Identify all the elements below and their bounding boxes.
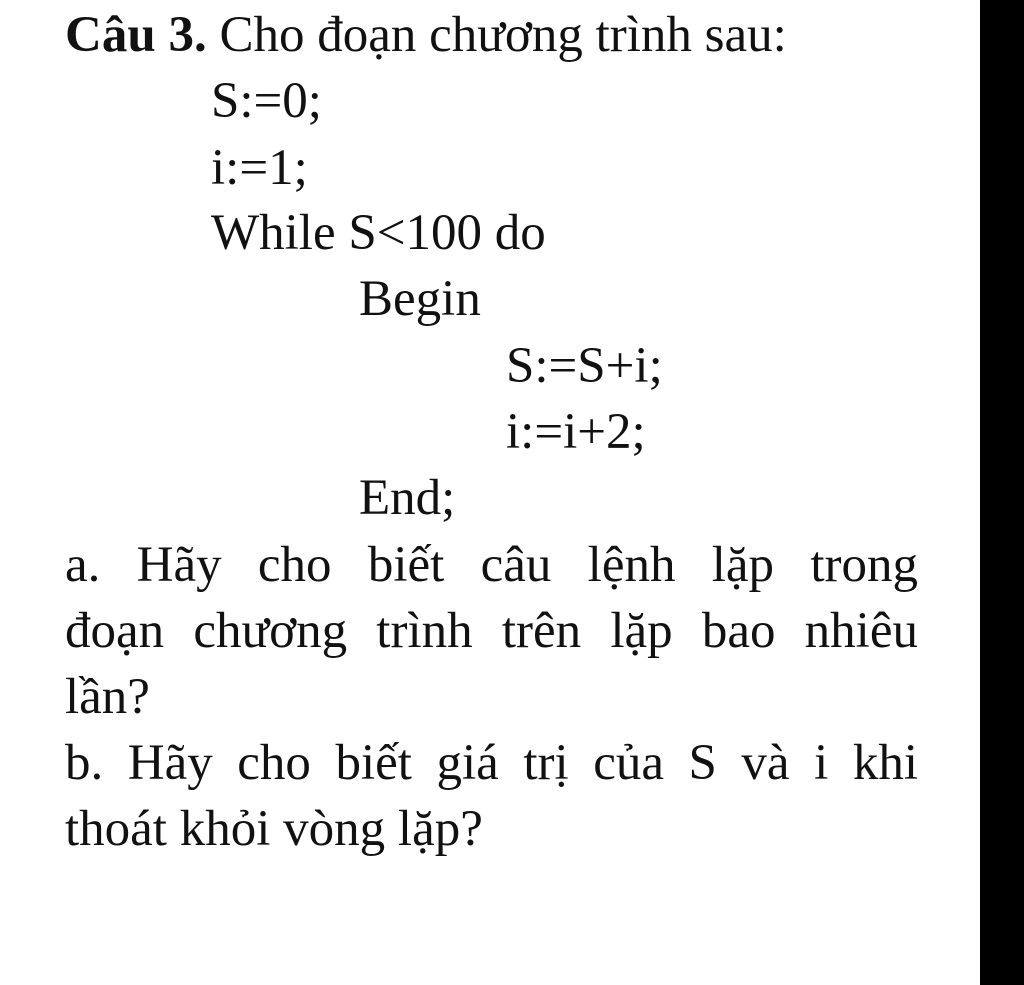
code-line: i:=1; xyxy=(211,140,308,196)
code-line: End; xyxy=(359,470,456,526)
question-heading xyxy=(65,5,787,65)
code-line: While S<100 do xyxy=(211,205,546,261)
question-prompt: Cho đoạn chương trình sau: xyxy=(219,7,787,63)
code-line: S:=S+i; xyxy=(506,338,663,394)
part-a-line: lần? xyxy=(65,669,150,725)
code-line: S:=0; xyxy=(211,73,322,129)
part-b-line: b. Hãy cho biết giá trị của S và i khi xyxy=(65,735,918,791)
part-a-line: a. Hãy cho biết câu lệnh lặp trong xyxy=(65,537,918,593)
part-a-line: đoạn chương trình trên lặp bao nhiêu xyxy=(65,603,918,659)
code-line: Begin xyxy=(359,271,481,327)
code-line: i:=i+2; xyxy=(506,404,646,460)
question-label: Câu 3. xyxy=(65,7,207,63)
right-edge-black-bar xyxy=(980,0,1024,985)
part-b-line: thoát khỏi vòng lặp? xyxy=(65,801,483,857)
